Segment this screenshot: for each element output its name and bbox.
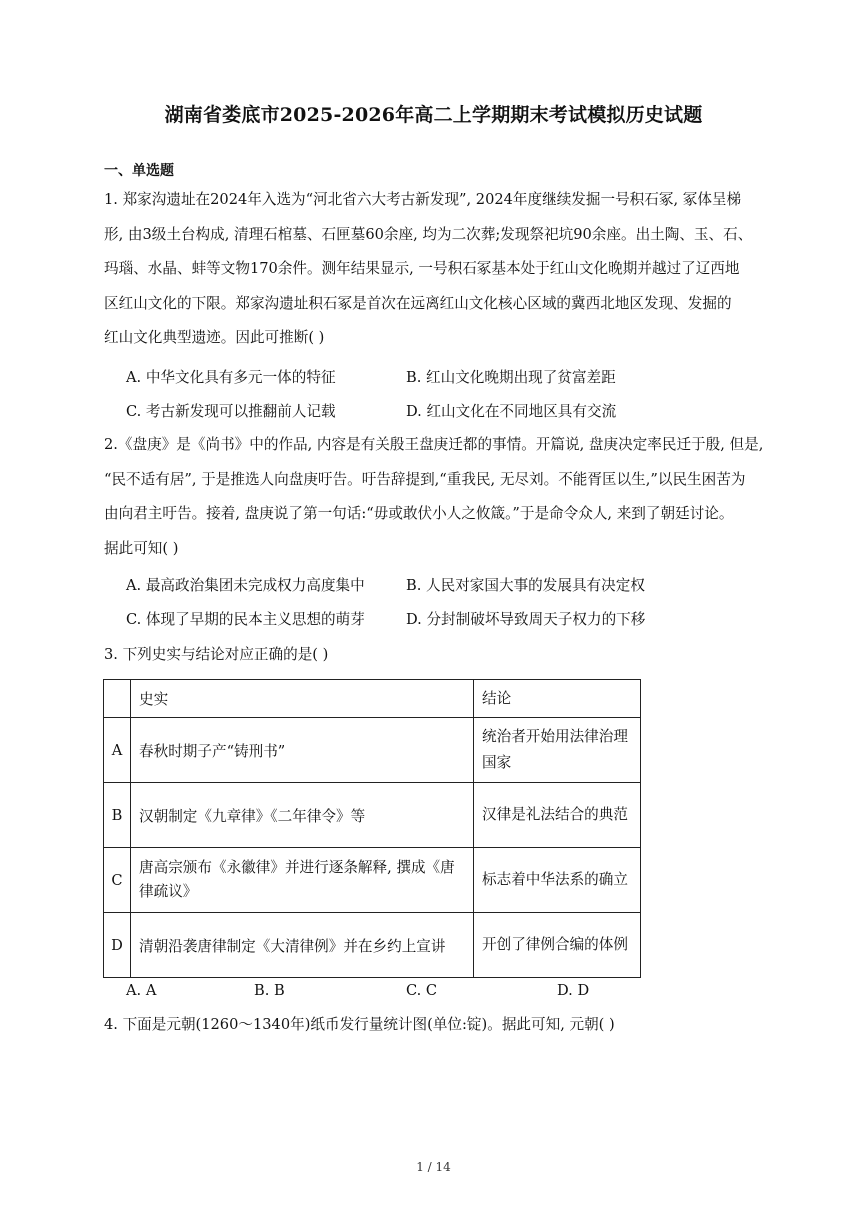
- question-2-option-d[interactable]: D. 分封制破坏导致周天子权力的下移: [406, 611, 646, 628]
- page-number: 1 / 14: [416, 1160, 451, 1174]
- exam-title: 湖南省娄底市2025-2026年高二上学期期末考试模拟历史试题: [164, 104, 703, 126]
- section-heading: 一、单选题: [104, 163, 174, 179]
- row-key: D: [104, 913, 131, 978]
- question-2-line: 2.《盘庚》是《尚书》中的作品, 内容是有关殷王盘庚迁都的事情。开篇说, 盘庚决定率民迁于殷, 但是,: [104, 436, 764, 453]
- row-key: A: [104, 718, 131, 783]
- question-1-option-a[interactable]: A. 中华文化具有多元一体的特征: [126, 369, 336, 386]
- question-3-option-b[interactable]: B. B: [254, 982, 285, 999]
- row-fact: 汉朝制定《九章律》《二年律令》等: [131, 783, 474, 848]
- question-2-line: 据此可知( ): [104, 539, 179, 557]
- question-2-line: “民不适有居”, 于是推选人向盘庚吁告。吁告辞提到,“重我民, 无尽刘。不能胥匡以生,”以民生困苦为: [104, 470, 746, 488]
- row-conclusion: 标志着中华法系的确立: [474, 848, 641, 913]
- table-header-key: [104, 680, 131, 718]
- table-row: [104, 848, 641, 913]
- row-key: B: [104, 783, 131, 848]
- question-1-stem: [104, 183, 780, 356]
- question-3-option-a[interactable]: A. A: [126, 982, 157, 999]
- table-header-conclusion: 结论: [474, 680, 641, 718]
- row-conclusion: 统治者开始用法律治理国家: [474, 718, 641, 783]
- table-header-fact: 史实: [131, 680, 474, 718]
- question-3-stem: 3. 下列史实与结论对应正确的是( ): [104, 646, 329, 663]
- question-2-stem: [104, 428, 780, 566]
- question-3-table: [103, 679, 641, 978]
- question-2-option-b[interactable]: B. 人民对家国大事的发展具有决定权: [406, 577, 645, 594]
- question-1-option-c[interactable]: C. 考古新发现可以推翻前人记载: [126, 403, 336, 420]
- row-fact: 唐高宗颁布《永徽律》并进行逐条解释, 撰成《唐律疏议》: [131, 848, 474, 913]
- question-1-line: 1. 郑家沟遗址在2024年入选为“河北省六大考古新发现”, 2024年度继续发掘一号积石冢, 冢体呈梯: [104, 191, 742, 208]
- question-3-option-c[interactable]: C. C: [406, 982, 438, 999]
- row-conclusion: 开创了律例合编的体例: [474, 913, 641, 978]
- table-row: [104, 783, 641, 848]
- table-row: [104, 718, 641, 783]
- question-1-line: 玛瑙、水晶、蚌等文物170余件。测年结果显示, 一号积石冢基本处于红山文化晚期并越过了辽西地: [104, 260, 740, 278]
- row-fact: 清朝沿袭唐律制定《大清律例》并在乡约上宣讲: [131, 913, 474, 978]
- question-1-option-d[interactable]: D. 红山文化在不同地区具有交流: [406, 403, 617, 420]
- question-1-option-b[interactable]: B. 红山文化晚期出现了贫富差距: [406, 369, 616, 386]
- question-1-line: 形, 由3级土台构成, 清理石棺墓、石匣墓60余座, 均为二次葬;发现祭祀坑90余座。出土陶、玉、石、: [104, 225, 753, 243]
- question-1-line: 区红山文化的下限。郑家沟遗址积石冢是首次在远离红山文化核心区域的冀西北地区发现、发掘的: [104, 294, 732, 312]
- question-3-option-d[interactable]: D. D: [557, 982, 590, 999]
- question-1-line: 红山文化典型遗迹。因此可推断( ): [104, 329, 325, 347]
- row-key: C: [104, 848, 131, 913]
- table-row: [104, 913, 641, 978]
- question-2-option-c[interactable]: C. 体现了早期的民本主义思想的萌芽: [126, 611, 365, 628]
- question-2-option-a[interactable]: A. 最高政治集团未完成权力高度集中: [126, 577, 365, 594]
- row-fact: 春秋时期子产“铸刑书”: [131, 718, 474, 783]
- question-4-stem: 4. 下面是元朝(1260～1340年)纸币发行量统计图(单位:锭)。据此可知, 元朝( ): [104, 1016, 615, 1033]
- table-header-row: [104, 680, 641, 718]
- question-2-line: 由向君主吁告。接着, 盘庚说了第一句话:“毋或敢伏小人之攸箴。”于是命令众人, 来到了朝廷讨论。: [104, 505, 734, 523]
- row-conclusion: 汉律是礼法结合的典范: [474, 783, 641, 848]
